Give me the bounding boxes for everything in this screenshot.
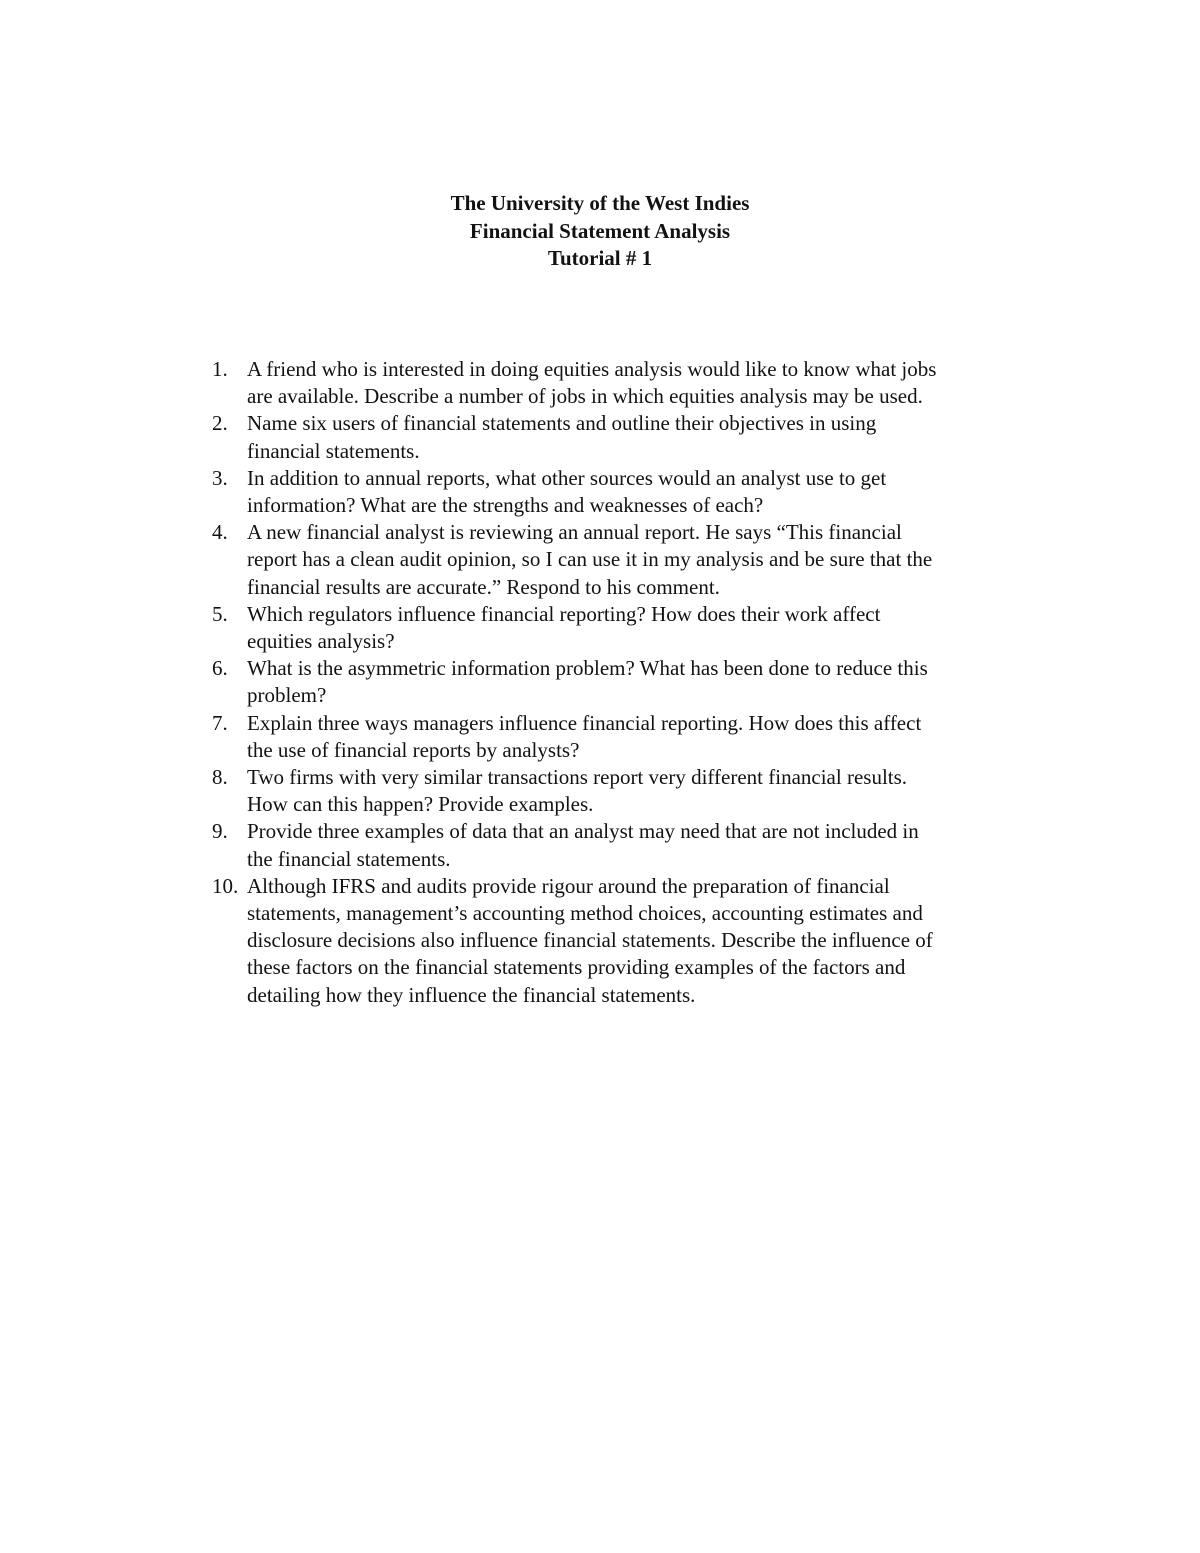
document-tutorial-number: Tutorial # 1: [547, 246, 653, 270]
document-header: [0, 190, 1200, 273]
question-line: the financial statements.: [247, 846, 451, 871]
question-text: [247, 601, 1072, 655]
question-number: 8.: [212, 765, 228, 790]
question-number: 7.: [212, 710, 228, 735]
question-text: [247, 764, 1072, 818]
question-text: [247, 873, 1072, 1009]
question-line: Provide three examples of data that an analyst may need that are not included in: [247, 819, 919, 844]
question-line: Although IFRS and audits provide rigour around the preparation of financial: [247, 873, 890, 898]
question-line: the use of financial reports by analysts?: [247, 737, 580, 762]
question-line: A friend who is interested in doing equities analysis would like to know what jobs: [247, 357, 937, 381]
question-number: 6.: [212, 656, 228, 681]
question-line: Which regulators influence financial reporting? How does their work affect: [247, 601, 881, 626]
question-line: are available. Describe a number of jobs in which equities analysis may be used.: [247, 384, 923, 409]
question-item: [212, 655, 1072, 709]
question-text: [247, 465, 1072, 519]
question-line: statements, management’s accounting method choices, accounting estimates and: [247, 901, 923, 926]
question-line: A new financial analyst is reviewing an annual report. He says “This financial: [247, 520, 902, 545]
question-line: these factors on the financial statements providing examples of the factors and: [247, 955, 906, 980]
question-number: 2.: [212, 411, 228, 436]
question-number: 5.: [212, 601, 228, 626]
question-number: 4.: [212, 520, 228, 545]
question-item: [212, 764, 1072, 818]
question-item: [212, 818, 1072, 872]
document-subtitle: Financial Statement Analysis: [469, 218, 731, 243]
question-number: 1.: [212, 357, 228, 381]
question-line: report has a clean audit opinion, so I can use it in my analysis and be sure that the: [247, 547, 933, 572]
question-line: Explain three ways managers influence financial reporting. How does this affect: [247, 710, 922, 735]
question-item: [212, 465, 1072, 519]
question-line: Name six users of financial statements and outline their objectives in using: [247, 411, 877, 436]
question-line: How can this happen? Provide examples.: [247, 792, 594, 817]
question-item: [212, 410, 1072, 464]
question-line: In addition to annual reports, what other sources would an analyst use to get: [247, 465, 887, 490]
question-line: information? What are the strengths and weaknesses of each?: [247, 493, 764, 518]
question-item: [212, 873, 1072, 1009]
question-number: 9.: [212, 819, 228, 844]
question-line: detailing how they influence the financial statements.: [247, 982, 696, 1007]
question-line: equities analysis?: [247, 629, 395, 654]
question-text: [247, 519, 1072, 601]
question-line: financial results are accurate.” Respond to his comment.: [247, 574, 720, 599]
question-text: [247, 710, 1072, 764]
question-text: [247, 655, 1072, 709]
question-item: [212, 519, 1072, 601]
question-list: [212, 356, 1072, 1009]
question-text: [247, 818, 1072, 872]
question-line: financial statements.: [247, 438, 420, 463]
question-line: Two firms with very similar transactions report very different financial results.: [247, 765, 908, 790]
question-item: [212, 601, 1072, 655]
question-text: [247, 410, 1072, 464]
document-title: The University of the West Indies: [450, 191, 750, 215]
question-line: disclosure decisions also influence financial statements. Describe the influence of: [247, 928, 933, 953]
question-line: problem?: [247, 683, 327, 708]
question-line: What is the asymmetric information problem? What has been done to reduce this: [247, 656, 928, 681]
question-text: [247, 356, 1072, 410]
question-number: 3.: [212, 465, 228, 490]
question-item: [212, 356, 1072, 410]
question-item: [212, 710, 1072, 764]
question-number: 10.: [212, 873, 239, 898]
